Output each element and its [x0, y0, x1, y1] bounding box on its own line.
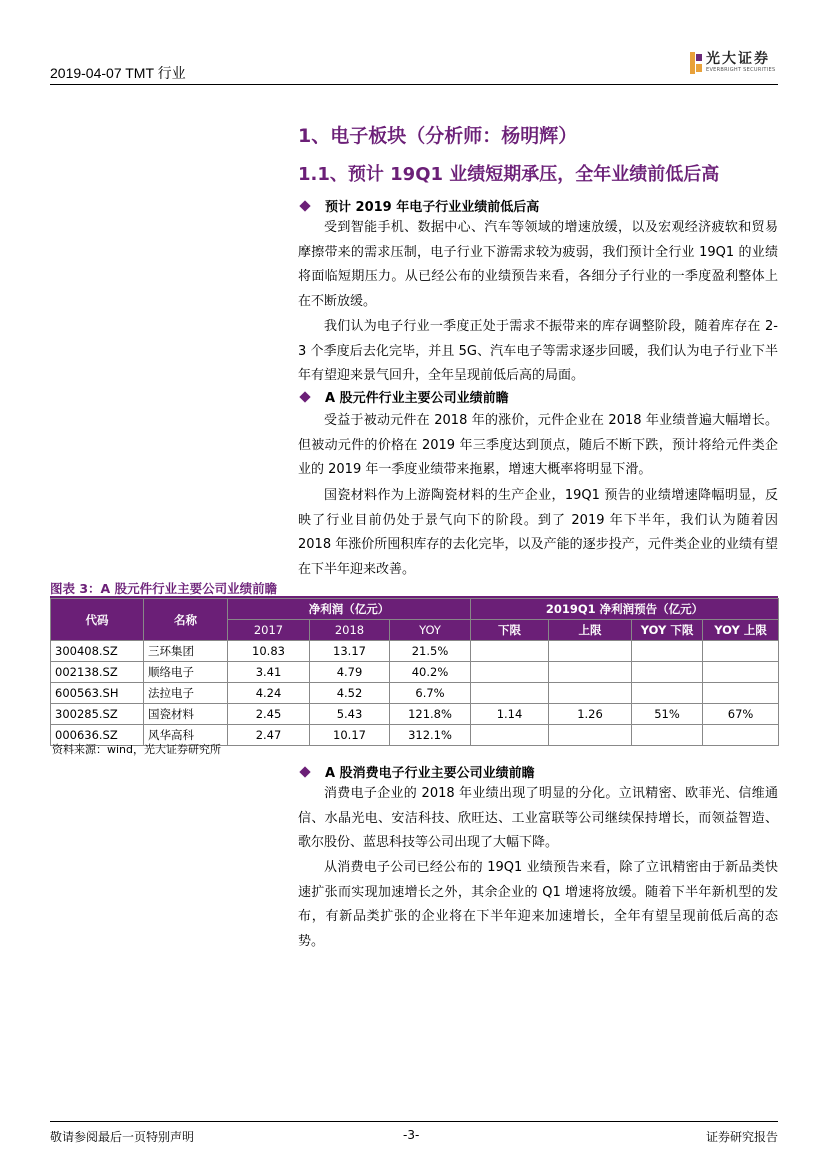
- cell-value: [703, 662, 779, 683]
- bullet-heading: [298, 196, 539, 215]
- cell-value: 13.17: [310, 641, 390, 662]
- cell-value: [471, 725, 549, 746]
- table-row: [51, 662, 779, 683]
- cell-code: 600563.SH: [51, 683, 144, 704]
- diamond-bullet-icon: [299, 766, 310, 777]
- cell-value: 2.47: [228, 725, 310, 746]
- cell-value: 6.7%: [390, 683, 471, 704]
- cell-value: [549, 662, 632, 683]
- col-header-lower: 下限: [471, 620, 549, 641]
- cell-value: 51%: [632, 704, 703, 725]
- cell-value: [703, 725, 779, 746]
- cell-code: 002138.SZ: [51, 662, 144, 683]
- cell-name: 国瓷材料: [144, 704, 228, 725]
- cell-code: 300408.SZ: [51, 641, 144, 662]
- col-header-2018: 2018: [310, 620, 390, 641]
- footer-report-type: 证券研究报告: [706, 1130, 779, 1144]
- cell-value: 3.41: [228, 662, 310, 683]
- subsection-heading: 1.1、预计 19Q1 业绩短期承压，全年业绩前低后高: [298, 164, 720, 185]
- footer-divider: [50, 1121, 778, 1122]
- paragraph: 受到智能手机、数据中心、汽车等领域的增速放缓，以及宏观经济疲软和贸易摩擦带来的需求压制，电子行业下游需求较为疲弱，我们预计全行业 19Q1 的业绩将面临短期压力。从已经公布的业绩预告来看，各细分子行业的一季度盈利整体上在不断放缓。: [298, 220, 778, 309]
- cell-value: [471, 641, 549, 662]
- cell-value: [632, 725, 703, 746]
- section-heading: 1、电子板块（分析师：杨明辉）: [298, 125, 578, 147]
- cell-value: 312.1%: [390, 725, 471, 746]
- cell-name: 法拉电子: [144, 683, 228, 704]
- bullet-heading-text: A 股元件行业主要公司业绩前瞻: [325, 391, 509, 406]
- figure-caption: 图表 3：A 股元件行业主要公司业绩前瞻: [50, 581, 278, 596]
- cell-value: [471, 683, 549, 704]
- cell-value: 121.8%: [390, 704, 471, 725]
- footer-disclaimer: 敬请参阅最后一页特别声明: [50, 1130, 195, 1144]
- cell-name: 三环集团: [144, 641, 228, 662]
- bullet-heading: [298, 387, 509, 406]
- col-header-yoy-lower: YOY 下限: [632, 620, 703, 641]
- cell-value: [471, 662, 549, 683]
- paragraph: 国瓷材料作为上游陶瓷材料的生产企业，19Q1 预告的业绩增速降幅明显，反映了行业目前仍处于景气向下的阶段。到了 2019 年下半年，我们认为随着因 2018 年涨价所囤积库存的去化完毕，以及产能的逐步投产，元件类企业的业绩有望在下半年迎来改善。: [298, 488, 778, 577]
- col-group-net-profit: 净利润（亿元）: [228, 599, 471, 620]
- header-divider: [50, 84, 778, 85]
- cell-code: 000636.SZ: [51, 725, 144, 746]
- figure-source: 资料来源：wind，光大证券研究所: [52, 743, 222, 756]
- bullet-heading: [298, 762, 535, 781]
- cell-value: 1.14: [471, 704, 549, 725]
- paragraph: 受益于被动元件在 2018 年的涨价，元件企业在 2018 年业绩普遍大幅增长。但被动元件的价格在 2019 年三季度达到顶点，随后不断下跌，预计将给元件类企业的 2019 年一季度业绩带来拖累，增速大概率将明显下滑。: [298, 413, 778, 477]
- cell-value: 4.52: [310, 683, 390, 704]
- cell-value: [632, 662, 703, 683]
- col-header-yoy-upper: YOY 上限: [703, 620, 779, 641]
- paragraph: 消费电子企业的 2018 年业绩出现了明显的分化。立讯精密、欧菲光、信维通信、水晶光电、安洁科技、欣旺达、工业富联等公司继续保持增长，而领益智造、歌尔股份、蓝思科技等公司出现了大幅下降。: [298, 786, 778, 850]
- table-row: [51, 641, 779, 662]
- header-date-sector: 2019-04-07 TMT 行业: [50, 65, 186, 81]
- table-row: [51, 704, 779, 725]
- cell-name: 风华高科: [144, 725, 228, 746]
- paragraph: 我们认为电子行业一季度正处于需求不振带来的库存调整阶段，随着库存在 2-3 个季度后去化完毕，并且 5G、汽车电子等需求逐步回暖，我们认为电子行业下半年有望迎来景气回升，全年呈现前低后高的局面。: [298, 319, 778, 383]
- paragraph: 从消费电子公司已经公布的 19Q1 业绩预告来看，除了立讯精密由于新品类快速扩张而实现加速增长之外，其余企业的 Q1 增速将放缓。随着下半年新机型的发布，有新品类扩张的企业将在下半年迎来加速增长，全年有望呈现前低后高的态势。: [298, 860, 778, 949]
- bullet-heading-text: 预计 2019 年电子行业业绩前低后高: [325, 200, 540, 215]
- cell-value: 1.26: [549, 704, 632, 725]
- cell-value: 40.2%: [390, 662, 471, 683]
- cell-name: 顺络电子: [144, 662, 228, 683]
- cell-value: 21.5%: [390, 641, 471, 662]
- cell-value: [549, 725, 632, 746]
- cell-value: 5.43: [310, 704, 390, 725]
- col-header-upper: 上限: [549, 620, 632, 641]
- table-row: [51, 683, 779, 704]
- company-logo: [690, 52, 775, 74]
- cell-value: 10.83: [228, 641, 310, 662]
- col-header-2017: 2017: [228, 620, 310, 641]
- cell-value: 4.79: [310, 662, 390, 683]
- col-header-yoy: YOY: [390, 620, 471, 641]
- diamond-bullet-icon: [299, 391, 310, 402]
- cell-value: [703, 683, 779, 704]
- cell-value: 2.45: [228, 704, 310, 725]
- logo-mark-icon: [690, 52, 702, 74]
- cell-value: [549, 683, 632, 704]
- cell-code: 300285.SZ: [51, 704, 144, 725]
- logo-chinese-name: 光大证券: [706, 51, 770, 67]
- cell-value: [549, 641, 632, 662]
- cell-value: [632, 683, 703, 704]
- earnings-table: [50, 598, 779, 746]
- page-number: -3-: [403, 1128, 420, 1142]
- cell-value: [632, 641, 703, 662]
- bullet-heading-text: A 股消费电子行业主要公司业绩前瞻: [325, 766, 535, 781]
- col-header-code: 代码: [51, 599, 144, 641]
- logo-english-name: EVERBRIGHT SECURITIES: [706, 67, 776, 73]
- cell-value: 4.24: [228, 683, 310, 704]
- col-header-name: 名称: [144, 599, 228, 641]
- cell-value: 10.17: [310, 725, 390, 746]
- cell-value: 67%: [703, 704, 779, 725]
- diamond-bullet-icon: [299, 200, 310, 211]
- col-group-forecast: 2019Q1 净利润预告（亿元）: [471, 599, 779, 620]
- cell-value: [703, 641, 779, 662]
